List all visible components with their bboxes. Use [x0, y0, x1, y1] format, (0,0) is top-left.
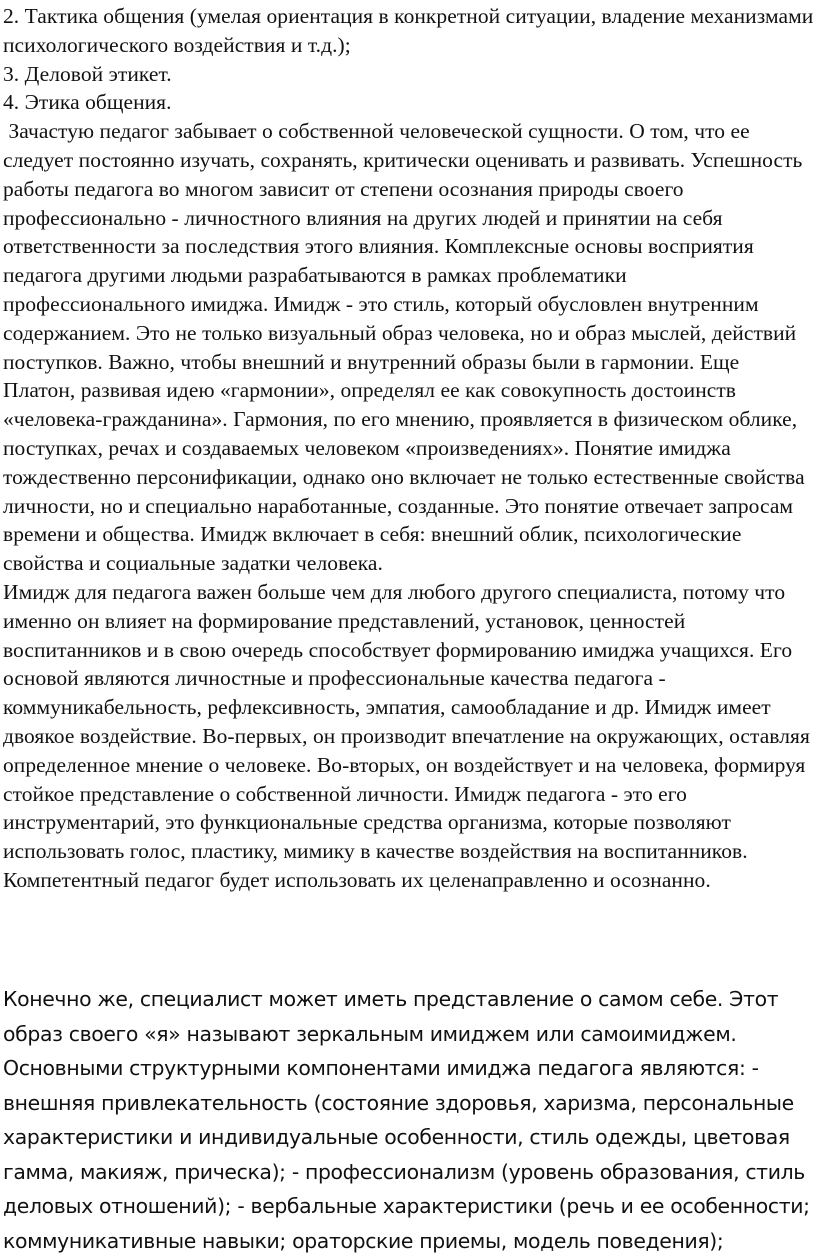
document-body-sans — [3, 982, 814, 1258]
paragraph-image-components: Конечно же, специалист может иметь представление о самом себе. Этот образ своего «я» называют зеркальным имиджем или самоимиджем. Основными структурными компонентами имиджа педагога являются: - внешняя привлекательность (состояние здоровья, харизма, персональные характеристики и индивидуальные особенности, стиль одежды, цветовая гамма, макияж, прическа); - профессионализм (уровень образования, стиль деловых отношений); - вербальные характеристики (речь и ее особенности; коммуникативные навыки; ораторские приемы, модель поведения); — [3, 987, 810, 1253]
paragraph-teacher-essence: Зачастую педагог забывает о собственной человеческой сущности. О том, что ее следует постоянно изучать, сохранять, критически оценивать и развивать. Успешность работы педагога во многом зависит от степени осознания природы своего профессионально - личностного влияния на других людей и принятии на себя ответственности за последствия этого влияния. Комплексные основы восприятия педагога другими людьми разрабатываются в рамках проблематики профессионального имиджа. Имидж - это стиль, который обусловлен внутренним содержанием. Это не только визуальный образ человека, но и образ мыслей, действий поступков. Важно, чтобы внешний и внутренний образы были в гармонии. Еще Платон, развивая идею «гармонии», определял ее как совокупность достоинств «человека-гражданина». Гармония, по его мнению, проявляется в физическом облике, поступках, речах и создаваемых человеком «произведениях». Понятие имиджа тождественно персонификации, однако оно включает не только естественные свойства личности, но и специально наработанные, созданные. Это понятие отвечает запросам времени и общества. Имидж включает в себя: внешний облик, психологические свойства и социальные задатки человека. — [3, 119, 811, 576]
list-item-tactics: 2. Тактика общения (умелая ориентация в конкретной ситуации, владение механизмами психологического воздействия и т.д.); — [3, 4, 814, 57]
document-body-serif — [3, 2, 814, 895]
list-item-business-etiquette: 3. Деловой этикет. — [3, 61, 172, 86]
paragraph-teacher-image: Имидж для педагога важен больше чем для любого другого специалиста, потому что именно он влияет на формирование представлений, установок, ценностей воспитанников и в свою очередь способствует формированию имиджа учащихся. Его основой являются личностные и профессиональные качества педагога - коммуникабельность, рефлексивность, эмпатия, самообладание и др. Имидж имеет двоякое воздействие. Во-первых, он производит впечатление на окружающих, оставляя определенное мнение о человеке. Во-вторых, он воздействует и на человека, формируя стойкое представление о собственной личности. Имидж педагога - это его инструментарий, это функциональные средства организма, которые позволяют использовать голос, пластику, мимику в качестве воздействия на воспитанников. Компетентный педагог будет использовать их целенаправленно и осознанно. — [3, 579, 810, 892]
list-item-communication-ethics: 4. Этика общения. — [3, 90, 172, 115]
